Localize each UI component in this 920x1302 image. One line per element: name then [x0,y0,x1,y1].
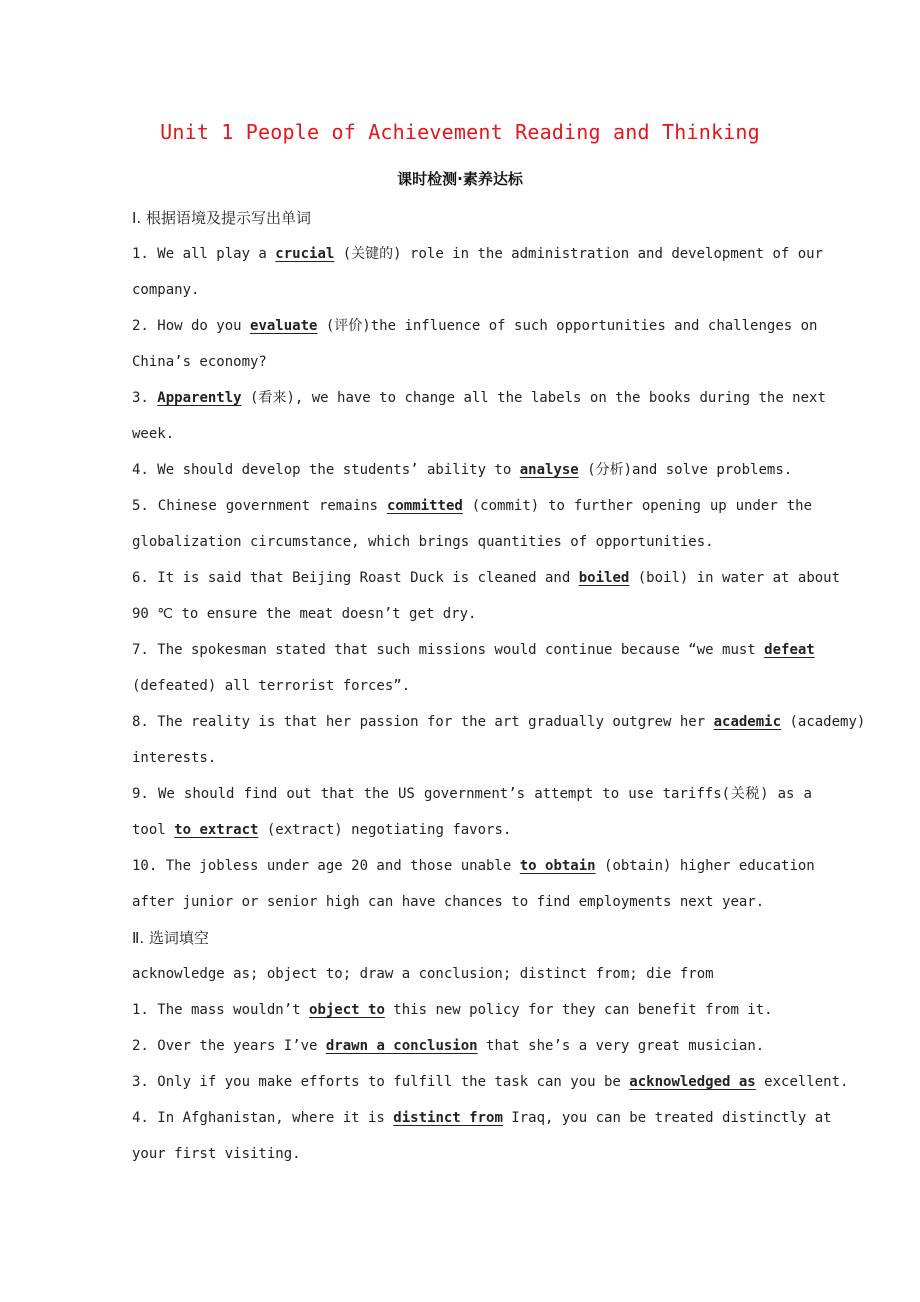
text-run: 6. It is said that Beijing Roast Duck is cleaned and [132,570,579,586]
answer-blank: crucial [275,246,335,262]
answer-blank: to extract [174,822,259,838]
s1-q10-line1 [132,848,815,884]
text-run: 2. How do you [132,318,251,334]
answer-blank: Apparently [157,390,242,406]
text-run: 7. The spokesman stated that such missions would continue because “we must [132,642,765,658]
text-run: Iraq, you can be treated distinctly at [502,1110,832,1126]
s1-q7-line2: (defeated) all terrorist forces”. [132,678,411,694]
text-run: (评价)the influence of such opportunities and challenges on [317,318,818,334]
s1-q10-line2: after junior or senior high can have chances to find employments next year. [132,894,765,910]
s1-q5-line2: globalization circumstance, which brings quantities of opportunities. [132,534,714,550]
exercise-content [132,200,866,1172]
s2-q4-line2: your first visiting. [132,1146,301,1162]
answer-blank: object to [309,1002,385,1018]
answer-blank: academic [713,714,782,730]
s1-q9-line2 [132,812,812,848]
s1-q2-line2: China’s economy? [132,354,267,370]
s1-q6-line1 [132,560,841,596]
text-run: (academy) [781,714,866,730]
text-run: this new policy for they can benefit from it. [384,1002,773,1018]
s2-q3-line1 [132,1064,849,1100]
s1-q6-line2: 90 ℃ to ensure the meat doesn’t get dry. [132,606,477,622]
text-run: (extract) negotiating favors. [258,822,512,838]
section-2-heading: Ⅱ. 选词填空 [132,929,209,947]
answer-blank: acknowledged as [629,1074,756,1090]
answer-blank: distinct from [393,1110,503,1126]
s2-q1-line1 [132,992,812,1028]
text-run: (看来), we have to change all the labels on the books during the next [241,390,826,406]
answer-blank: defeat [764,642,815,658]
answer-blank: evaluate [250,318,318,334]
text-run: 4. We should develop the students’ ability to [132,462,520,478]
answer-blank: committed [386,498,463,514]
text-run: 3. Only if you make efforts to fulfill the task can you be [132,1074,630,1090]
s1-q5-line1 [132,488,812,524]
s1-q3-line2: week. [132,426,175,442]
section-1-heading: Ⅰ. 根据语境及提示写出单词 [132,209,311,227]
s2-q4-line1 [132,1100,832,1136]
text-run: tool [132,822,175,838]
text-run: 1. The mass wouldn’t [132,1002,310,1018]
s1-q8-line2: interests. [132,750,217,766]
s1-q9-line1: 9. We should find out that the US government’s attempt to use tariffs(关税) as a [132,786,812,802]
s2-q2-line1 [132,1028,812,1064]
text-run: 3. [132,390,158,406]
answer-blank: to obtain [519,858,596,874]
page-subtitle: 课时检测·素养达标 [397,170,523,188]
text-run: (boil) in water at about [629,570,841,586]
s1-q4-line1 [132,452,812,488]
answer-blank: drawn a conclusion [325,1038,478,1054]
text-run: 5. Chinese government remains [132,498,387,514]
text-run: (关键的) role in the administration and development of our [334,246,824,262]
text-run: 4. In Afghanistan, where it is [132,1110,394,1126]
word-list: acknowledge as; object to; draw a conclusion; distinct from; die from [132,966,714,982]
text-run: 10. The jobless under age 20 and those unable [132,858,520,874]
s1-q3-line1 [132,380,826,416]
text-run: excellent. [755,1074,849,1090]
text-run: 2. Over the years I’ve [132,1038,326,1054]
text-run: 8. The reality is that her passion for the art gradually outgrew her [132,714,714,730]
s1-q1-line2: company. [132,282,200,298]
text-run: (obtain) higher education [595,858,815,874]
text-run: that she’s a very great musician. [477,1038,765,1054]
answer-blank: analyse [519,462,579,478]
s1-q1-line1 [132,236,824,272]
s1-q7-line1 [132,632,815,668]
text-run: (分析)and solve problems. [578,462,793,478]
page-title: Unit 1 People of Achievement Reading and Thinking [160,120,760,144]
answer-blank: boiled [578,570,630,586]
text-run: (commit) to further opening up under the [462,498,812,514]
text-run: 1. We all play a [132,246,276,262]
s1-q8-line1 [132,704,866,740]
s1-q2-line1 [132,308,818,344]
